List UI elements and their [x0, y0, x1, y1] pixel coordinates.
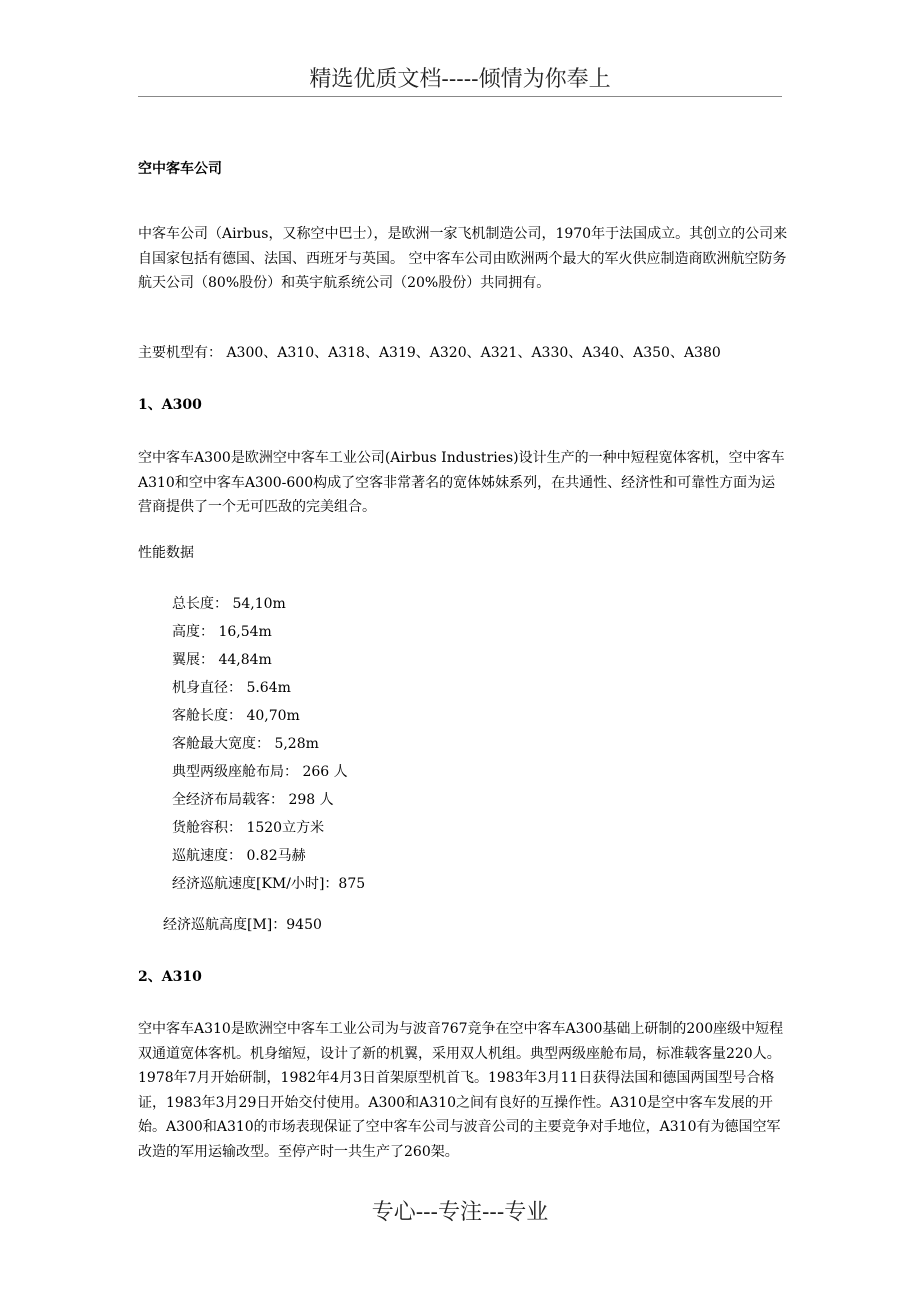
spec-item: 高度： 16,54m — [172, 624, 272, 640]
spec-item: 客舱长度： 40,70m — [172, 708, 300, 724]
spec-item: 客舱最大宽度： 5,28m — [172, 736, 319, 752]
intro-paragraph: 中客车公司（Airbus，又称空中巴士），是欧洲一家飞机制造公司，1970年于法国成立。其创立的公司来自国家包括有德国、法国、西班牙与英国。 空中客车公司由欧洲两个最大的军火供应制造商欧洲航空防务航天公司（80%股份）和英宇航系统公司（20%股份）共同拥有。 — [138, 226, 788, 291]
spec-item: 全经济布局载客： 298 人 — [172, 792, 334, 808]
spec-item: 总长度： 54,10m — [172, 596, 286, 612]
spec-item: 翼展： 44,84m — [172, 652, 272, 668]
spec-item: 典型两级座舱布局： 266 人 — [172, 764, 348, 780]
altitude-line: 经济巡航高度[M]：9450 — [163, 917, 322, 933]
section-a310-paragraph: 空中客车A310是欧洲空中客车工业公司为与波音767竞争在空中客车A300基础上研制的200座级中短程双通道宽体客机。机身缩短，设计了新的机翼，采用双人机组。典型两级座舱布局，标准载客量220人。1978年7月开始研制，1982年4月3日首架原型机首飞。1983年3月11日获得法国和德国两国型号合格证，1983年3月29日开始交付使用。A300和A310之间有良好的互操作性。A310是空中客车发展的开始。A300和A310的市场表现保证了空中客车公司与波音公司的主要竞争对手地位，A310有为德国空军改造的军用运输改型。至停产时一共生产了260架。 — [138, 1021, 784, 1160]
header-divider — [138, 96, 782, 97]
page-header: 精选优质文档-----倾情为你奉上 — [309, 67, 611, 92]
models-line: 主要机型有： A300、A310、A318、A319、A320、A321、A330、A340、A350、A380 — [138, 345, 721, 361]
page-footer: 专心---专注---专业 — [371, 1200, 549, 1225]
document-title: 空中客车公司 — [138, 161, 222, 177]
spec-item: 货舱容积： 1520立方米 — [172, 820, 325, 836]
spec-item: 机身直径： 5.64m — [172, 680, 291, 696]
performance-heading: 性能数据 — [138, 545, 194, 561]
spec-item: 巡航速度： 0.82马赫 — [172, 848, 306, 864]
section-a300-heading: 1、A300 — [138, 397, 202, 413]
spec-item: 经济巡航速度[KM/小时]：875 — [172, 876, 366, 892]
section-a310-heading: 2、A310 — [138, 969, 202, 985]
section-a300-paragraph: 空中客车A300是欧洲空中客车工业公司(Airbus Industries)设计生产的一种中短程宽体客机，空中客车A310和空中客车A300-600构成了空客非常著名的宽体姊妹系列，在共通性、经济性和可靠性方面为运营商提供了一个无可匹敌的完美组合。 — [138, 450, 785, 515]
